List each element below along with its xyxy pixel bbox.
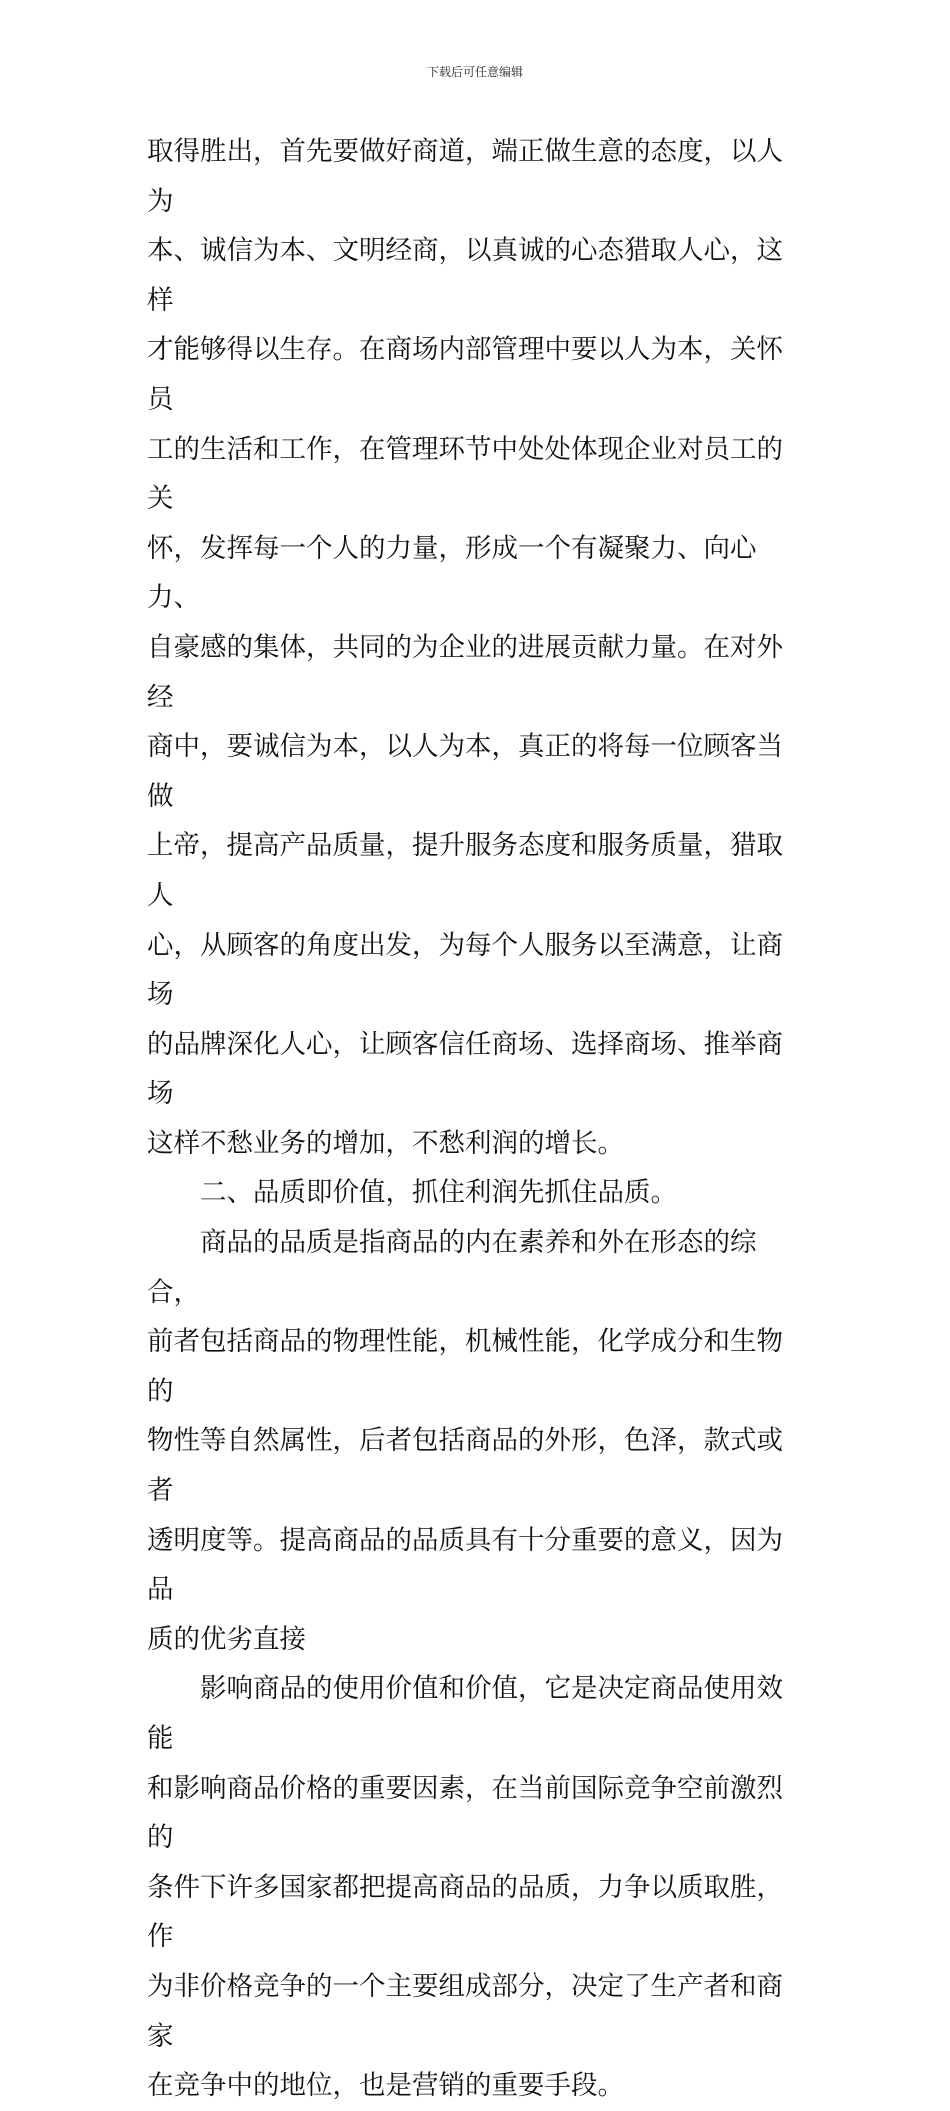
- section-heading: 二、品质即价值，抓住利润先抓住品质。: [147, 1177, 677, 1209]
- paragraph: 影响商品的使用价值和价值，它是决定商品使用效能 和影响商品价格的重要因素，在当前国际竞争空前激烈的 条件下许多国家都把提高商品的品质，力争以质取胜，作 为非价格竞争的一个主要组成部分，决定了生产者和商家 在竞争中的地位，也是营销的重要手段。: [147, 1673, 783, 2102]
- paragraph: 取得胜出，首先要做好商道，端正做生意的态度，以人为 本、诚信为本、文明经商，以真诚的心态猎取人心，这样 才能够得以生存。在商场内部管理中要以人为本，关怀员 工的生活和工作，在管理环节中处处体现企业对员工的关 怀，发挥每一个人的力量，形成一个有凝聚力、向心力、 自豪感的集体，共同的为企业的进展贡献力量。在对外经 商中，要诚信为本，以人为本，真正的将每一位顾客当做 上帝，提高产品质量，提升服务态度和服务质量，猎取人 心，从顾客的角度出发，为每个人服务以至满意，让商场 的品牌深化人心，让顾客信任商场、选择商场、推举商场 这样不愁业务的增加，不愁利润的增长。: [147, 136, 783, 1159]
- paragraph: 商品的品质是指商品的内在素养和外在形态的综合， 前者包括商品的物理性能，机械性能，化学成分和生物的 物性等自然属性，后者包括商品的外形，色泽，款式或者 透明度等。提高商品的品质具有十分重要的意义，因为品 质的优劣直接: [147, 1227, 783, 1655]
- document-body: [147, 127, 807, 2111]
- page-header: 下载后可任意编辑: [426, 65, 523, 79]
